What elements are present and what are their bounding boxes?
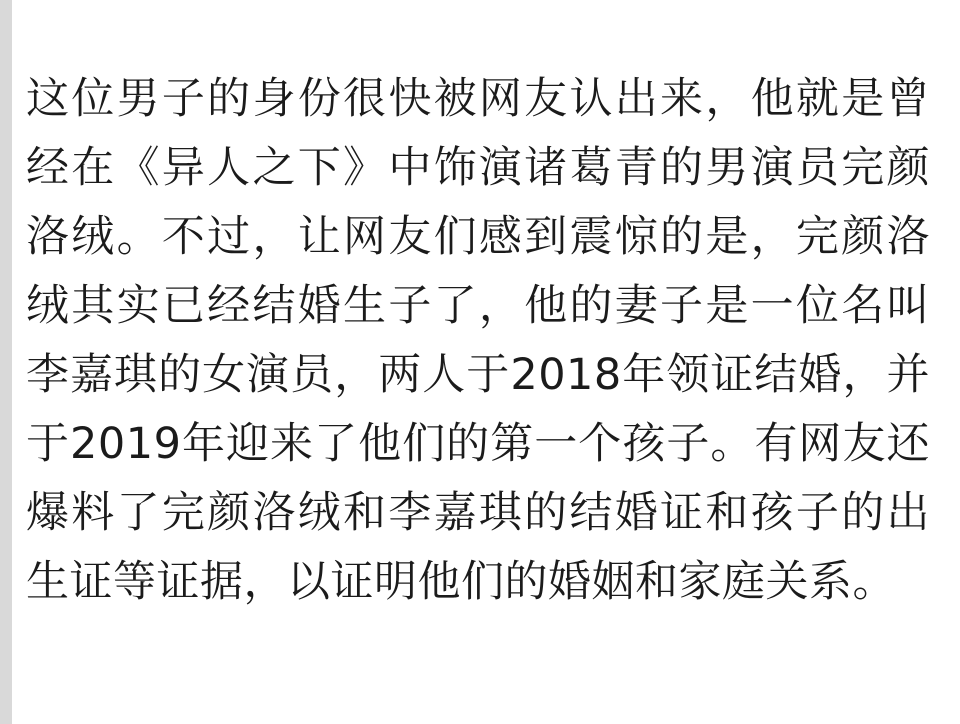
article-body-text: 这位男子的身份很快被网友认出来，他就是曾经在《异人之下》中饰演诸葛青的男演员完颜洛绒。不过，让网友们感到震惊的是，完颜洛绒其实已经结婚生子了，他的妻子是一位名叫李嘉琪的女演员，两人于2018年领证结婚，并于2019年迎来了他们的第一个孩子。有网友还爆料了完颜洛绒和李嘉琪的结婚证和孩子的出生证等证据，以证明他们的婚姻和家庭关系。 <box>26 74 930 607</box>
left-margin-bar <box>0 0 12 724</box>
